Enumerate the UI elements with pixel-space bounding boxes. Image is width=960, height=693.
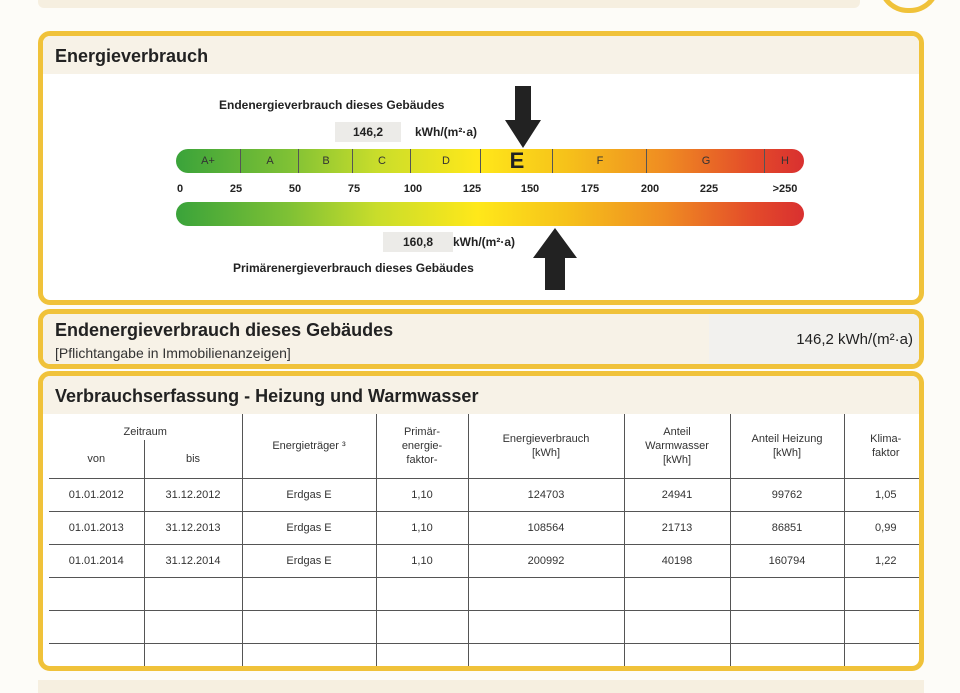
primary-energy-arrow-icon	[533, 228, 577, 290]
table-row	[49, 512, 924, 545]
cell-heizung: 160794	[730, 545, 844, 578]
table-title: Verbrauchserfassung - Heizung und Warmwasser	[43, 376, 919, 414]
end-energy-label: Endenergieverbrauch dieses Gebäudes	[219, 98, 445, 112]
primary-energy-label: Primärenergieverbrauch dieses Gebäudes	[233, 261, 474, 275]
cell-von: 01.01.2013	[49, 512, 144, 545]
consumption-record-panel	[38, 371, 924, 671]
cell-energietraeger: Erdgas E	[242, 512, 376, 545]
primary-energy-scale	[176, 202, 804, 226]
primary-energy-value: 160,8	[383, 232, 453, 252]
cell-bis: 31.12.2012	[144, 479, 242, 512]
final-energy-subtitle: [Pflichtangabe in Immobilienanzeigen]	[55, 345, 291, 361]
final-energy-header	[43, 314, 919, 369]
header-klimafaktor: Klima- faktor	[844, 414, 924, 479]
class-segment: H	[764, 149, 805, 173]
cell-primaerfaktor: 1,10	[376, 545, 468, 578]
cell-heizung: 86851	[730, 512, 844, 545]
cell-bis: 31.12.2014	[144, 545, 242, 578]
header-primaerenergiefaktor: Primär- energie- faktor-	[376, 414, 468, 479]
cell-energieverbrauch: 200992	[468, 545, 624, 578]
cell-warmwasser: 24941	[624, 479, 730, 512]
scale-tick: 225	[699, 183, 719, 195]
class-segment: D	[410, 149, 481, 173]
cell-energieverbrauch: 108564	[468, 512, 624, 545]
header-energieverbrauch: Energieverbrauch [kWh]	[468, 414, 624, 479]
cell-warmwasser: 21713	[624, 512, 730, 545]
empty-row	[49, 611, 924, 644]
final-energy-title: Endenergieverbrauch dieses Gebäudes	[55, 320, 394, 340]
class-segment: A	[240, 149, 299, 173]
scale-tick: 200	[640, 183, 660, 195]
scale-tick: 125	[462, 183, 482, 195]
scale-tick: 100	[403, 183, 423, 195]
cell-klimafaktor: 1,22	[844, 545, 924, 578]
scale-tick: >250	[772, 183, 798, 195]
top-circle-decoration	[878, 0, 940, 13]
header-anteil-heizung: Anteil Heizung [kWh]	[730, 414, 844, 479]
class-segment: G	[646, 149, 765, 173]
class-segment-active: E	[480, 149, 553, 173]
scale-tick: 175	[580, 183, 600, 195]
header-von: von	[49, 440, 144, 478]
class-segment: C	[352, 149, 411, 173]
cell-warmwasser: 40198	[624, 545, 730, 578]
end-energy-value: 146,2	[335, 122, 401, 142]
scale-tick: 75	[347, 183, 361, 195]
table-row	[49, 545, 924, 578]
consumption-table	[49, 414, 924, 671]
class-segment: A+	[201, 155, 215, 167]
end-energy-unit: kWh/(m²·a)	[415, 125, 477, 139]
header-bis: bis	[144, 440, 242, 478]
cell-energietraeger: Erdgas E	[242, 479, 376, 512]
final-energy-value: 146,2 kWh/(m²·a)	[709, 314, 919, 364]
cell-energieverbrauch: 124703	[468, 479, 624, 512]
cell-von: 01.01.2014	[49, 545, 144, 578]
primary-energy-unit: kWh/(m²·a)	[453, 235, 515, 249]
header-zeitraum: Zeitraum	[49, 414, 242, 440]
header-energietraeger: Energieträger ³	[242, 414, 376, 479]
end-energy-arrow-icon	[505, 86, 541, 148]
bottom-strip	[38, 680, 924, 693]
scale-tick: 50	[288, 183, 302, 195]
header-anteil-warmwasser: Anteil Warmwasser [kWh]	[624, 414, 730, 479]
empty-row	[49, 644, 924, 672]
cell-bis: 31.12.2013	[144, 512, 242, 545]
cell-klimafaktor: 1,05	[844, 479, 924, 512]
energy-class-scale	[176, 149, 804, 173]
scale-tick: 0	[176, 183, 184, 195]
cell-klimafaktor: 0,99	[844, 512, 924, 545]
class-segment: F	[552, 149, 647, 173]
cell-heizung: 99762	[730, 479, 844, 512]
cell-energietraeger: Erdgas E	[242, 545, 376, 578]
energy-consumption-panel	[38, 31, 924, 305]
table-row	[49, 479, 924, 512]
panel-title: Energieverbrauch	[43, 36, 919, 74]
scale-tick: 25	[229, 183, 243, 195]
cell-primaerfaktor: 1,10	[376, 512, 468, 545]
cell-von: 01.01.2012	[49, 479, 144, 512]
empty-row	[49, 578, 924, 611]
cell-primaerfaktor: 1,10	[376, 479, 468, 512]
final-energy-panel	[38, 309, 924, 369]
top-strip	[38, 0, 860, 8]
scale-tick: 150	[520, 183, 540, 195]
class-segment: B	[298, 149, 353, 173]
